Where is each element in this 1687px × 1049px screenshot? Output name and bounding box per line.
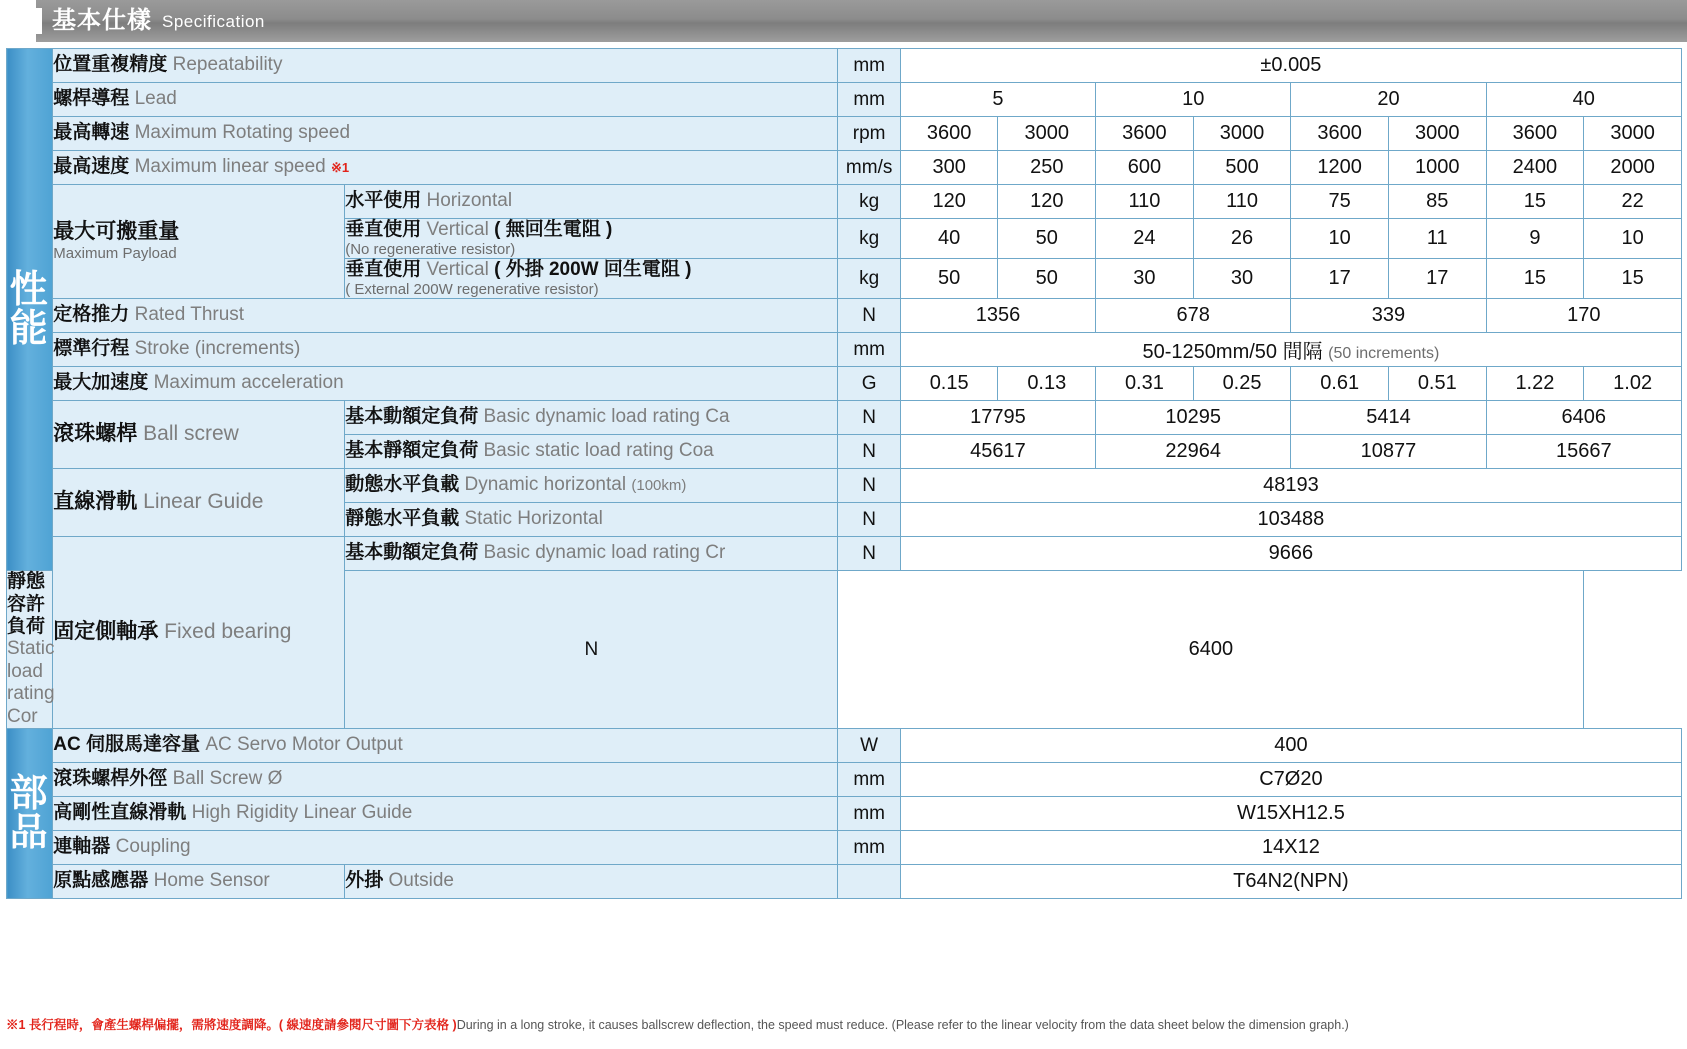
row-label-max-linear-speed: 最高速度 Maximum linear speed ※1 <box>53 151 838 185</box>
value-cell: 6400 <box>838 571 1584 729</box>
unit-max-linear-speed: mm/s <box>838 151 900 185</box>
row-label-payload-vertical-ext-regen: 垂直使用 Vertical ( 外掛 200W 回生電阻 ) ( External 200W regenerative resistor) <box>345 259 838 299</box>
value-cell: 15 <box>1486 185 1584 219</box>
value-cell: 1356 <box>900 299 1095 333</box>
value-cell: 2000 <box>1584 151 1682 185</box>
row-label-linear-guide: 直線滑軌 Linear Guide <box>53 469 345 537</box>
specification-table-wrap <box>6 48 1682 899</box>
unit-ball-screw-dynamic: N <box>838 401 900 435</box>
value-lead-10: 10 <box>1096 83 1291 117</box>
value-cell: 120 <box>998 185 1096 219</box>
value-cell: 3000 <box>1584 117 1682 151</box>
unit-linear-guide-dynamic-horizontal: N <box>838 469 900 503</box>
table-row <box>7 49 1682 83</box>
table-row <box>7 83 1682 117</box>
value-cell: W15XH12.5 <box>900 797 1681 831</box>
table-row <box>7 185 1682 219</box>
value-cell: 24 <box>1096 219 1194 259</box>
unit-coupling: mm <box>838 831 900 865</box>
unit-max-rotating-speed: rpm <box>838 117 900 151</box>
table-row <box>7 151 1682 185</box>
unit-max-acceleration: G <box>838 367 900 401</box>
unit-repeatability: mm <box>838 49 900 83</box>
group-label-parts <box>7 729 53 899</box>
value-stroke-cn: 50-1250mm/50 間隔 <box>1142 341 1323 364</box>
value-cell: 300 <box>900 151 998 185</box>
unit-payload-vertical-ext-regen: kg <box>838 259 900 299</box>
value-cell: 3600 <box>1291 117 1389 151</box>
value-cell: 10 <box>1291 219 1389 259</box>
value-cell: 5414 <box>1291 401 1486 435</box>
table-row <box>7 831 1682 865</box>
value-cell: 17 <box>1388 259 1486 299</box>
row-label-rated-thrust: 定格推力 Rated Thrust <box>53 299 838 333</box>
value-cell: 1000 <box>1388 151 1486 185</box>
value-cell: 170 <box>1486 299 1681 333</box>
value-repeatability: ±0.005 <box>900 49 1681 83</box>
value-stroke <box>900 333 1681 367</box>
value-cell: 11 <box>1388 219 1486 259</box>
unit-fixed-bearing-dynamic: N <box>838 537 900 571</box>
row-label-ball-screw-static: 基本靜額定負荷 Basic static load rating Coa <box>345 435 838 469</box>
header-title-cn: 基本仕樣 <box>52 7 152 34</box>
header-accent-bar <box>36 8 42 34</box>
value-cell: 110 <box>1193 185 1291 219</box>
row-label-ball-screw-diameter: 滾珠螺桿外徑 Ball Screw Ø <box>53 763 838 797</box>
unit-payload-vertical-no-regen: kg <box>838 219 900 259</box>
value-cell: 26 <box>1193 219 1291 259</box>
table-row <box>7 763 1682 797</box>
table-row <box>7 367 1682 401</box>
value-cell: 22 <box>1584 185 1682 219</box>
row-label-payload-vertical-no-regen: 垂直使用 Vertical ( 無回生電阻 ) (No regenerative resistor) <box>345 219 838 259</box>
value-cell: 10295 <box>1096 401 1291 435</box>
row-label-max-payload: 最大可搬重量 Maximum Payload <box>53 185 345 299</box>
row-label-high-rigidity-guide: 高剛性直線滑軌 High Rigidity Linear Guide <box>53 797 838 831</box>
row-label-linear-guide-dynamic-horizontal: 動態水平負載 Dynamic horizontal (100km) <box>345 469 838 503</box>
row-label-home-sensor-outside: 外掛 Outside <box>345 865 838 899</box>
value-cell: 500 <box>1193 151 1291 185</box>
value-cell: 9 <box>1486 219 1584 259</box>
value-lead-40: 40 <box>1486 83 1681 117</box>
table-row <box>7 117 1682 151</box>
header-left-block <box>0 0 36 42</box>
value-cell: 17795 <box>900 401 1095 435</box>
value-cell: 0.61 <box>1291 367 1389 401</box>
table-row <box>7 537 1682 571</box>
row-label-fixed-bearing-dynamic: 基本動額定負荷 Basic dynamic load rating Cr <box>345 537 838 571</box>
row-label-ball-screw: 滾珠螺桿 Ball screw <box>53 401 345 469</box>
value-cell: 1.22 <box>1486 367 1584 401</box>
footnote-cn: ※1 長行程時，會產生螺桿偏擺，需將速度調降。( 線速度請參閱尺寸圖下方表格 ) <box>6 1018 457 1032</box>
row-label-linear-guide-static-horizontal: 靜態水平負載 Static Horizontal <box>345 503 838 537</box>
value-lead-5: 5 <box>900 83 1095 117</box>
value-cell: 14X12 <box>900 831 1681 865</box>
value-cell: 3000 <box>1388 117 1486 151</box>
value-cell: 3000 <box>1193 117 1291 151</box>
unit-high-rigidity-guide: mm <box>838 797 900 831</box>
value-cell: 0.51 <box>1388 367 1486 401</box>
value-cell: 9666 <box>900 537 1681 571</box>
row-label-lead: 螺桿導程 Lead <box>53 83 838 117</box>
value-cell: 50 <box>998 259 1096 299</box>
value-cell: 48193 <box>900 469 1681 503</box>
row-label-ball-screw-dynamic: 基本動額定負荷 Basic dynamic load rating Ca <box>345 401 838 435</box>
group-label-performance-text: 性能 <box>9 268 50 350</box>
value-stroke-en: (50 increments) <box>1328 345 1440 363</box>
value-cell: 0.31 <box>1096 367 1194 401</box>
unit-ball-screw-static: N <box>838 435 900 469</box>
value-cell: 40 <box>900 219 998 259</box>
value-cell: 0.13 <box>998 367 1096 401</box>
table-row <box>7 333 1682 367</box>
value-cell: 120 <box>900 185 998 219</box>
unit-motor-output: W <box>838 729 900 763</box>
value-cell: 15 <box>1584 259 1682 299</box>
value-cell: 1.02 <box>1584 367 1682 401</box>
value-cell: 0.15 <box>900 367 998 401</box>
unit-linear-guide-static-horizontal: N <box>838 503 900 537</box>
value-cell: 3600 <box>900 117 998 151</box>
value-cell: C7Ø20 <box>900 763 1681 797</box>
section-header <box>0 0 1687 42</box>
table-row <box>7 797 1682 831</box>
value-cell: 75 <box>1291 185 1389 219</box>
row-label-max-acceleration: 最大加速度 Maximum acceleration <box>53 367 838 401</box>
value-cell: 3600 <box>1486 117 1584 151</box>
value-cell: 678 <box>1096 299 1291 333</box>
row-label-stroke: 標準行程 Stroke (increments) <box>53 333 838 367</box>
value-lead-20: 20 <box>1291 83 1486 117</box>
table-row <box>7 469 1682 503</box>
unit-home-sensor <box>838 865 900 899</box>
value-cell: 103488 <box>900 503 1681 537</box>
value-cell: 50 <box>998 219 1096 259</box>
unit-stroke: mm <box>838 333 900 367</box>
value-cell: 22964 <box>1096 435 1291 469</box>
value-cell: 250 <box>998 151 1096 185</box>
value-cell: 15 <box>1486 259 1584 299</box>
group-label-performance <box>7 49 53 571</box>
table-row <box>7 401 1682 435</box>
row-label-payload-horizontal: 水平使用 Horizontal <box>345 185 838 219</box>
specification-table <box>6 48 1682 899</box>
row-label-max-rotating-speed: 最高轉速 Maximum Rotating speed <box>53 117 838 151</box>
value-cell: 15667 <box>1486 435 1681 469</box>
value-cell: 400 <box>900 729 1681 763</box>
value-cell: 3600 <box>1096 117 1194 151</box>
row-label-fixed-bearing-static: 靜態容許負荷 Static load rating Cor <box>7 571 55 727</box>
value-cell: 0.25 <box>1193 367 1291 401</box>
unit-lead: mm <box>838 83 900 117</box>
value-cell: 17 <box>1291 259 1389 299</box>
group-label-parts-text: 部品 <box>9 772 50 854</box>
value-cell: 2400 <box>1486 151 1584 185</box>
row-label-repeatability: 位置重複精度 Repeatability <box>53 49 838 83</box>
row-label-fixed-bearing: 固定側軸承 Fixed bearing <box>53 537 345 729</box>
footnote-en: During in a long stroke, it causes ballscrew deflection, the speed must reduce. (Please refer to the linear velocity from the data sheet below the dimension graph.) <box>456 1018 1349 1032</box>
row-label-coupling: 連軸器 Coupling <box>53 831 838 865</box>
value-cell: T64N2(NPN) <box>900 865 1681 899</box>
value-cell: 45617 <box>900 435 1095 469</box>
value-cell: 85 <box>1388 185 1486 219</box>
value-cell: 110 <box>1096 185 1194 219</box>
unit-payload-horizontal: kg <box>838 185 900 219</box>
footnote-marker: ※1 <box>331 160 350 176</box>
value-cell: 339 <box>1291 299 1486 333</box>
value-cell: 3000 <box>998 117 1096 151</box>
value-cell: 10877 <box>1291 435 1486 469</box>
value-cell: 50 <box>900 259 998 299</box>
table-row <box>7 865 1682 899</box>
footnote <box>6 1018 1682 1033</box>
table-row <box>7 729 1682 763</box>
value-cell: 600 <box>1096 151 1194 185</box>
value-cell: 10 <box>1584 219 1682 259</box>
value-cell: 6406 <box>1486 401 1681 435</box>
row-label-home-sensor: 原點感應器 Home Sensor <box>53 865 345 899</box>
table-row <box>7 299 1682 333</box>
unit-fixed-bearing-static: N <box>345 571 838 729</box>
header-title-en: Specification <box>162 11 265 31</box>
unit-rated-thrust: N <box>838 299 900 333</box>
value-cell: 1200 <box>1291 151 1389 185</box>
row-label-motor-output: AC 伺服馬達容量 AC Servo Motor Output <box>53 729 838 763</box>
unit-ball-screw-diameter: mm <box>838 763 900 797</box>
value-cell: 30 <box>1193 259 1291 299</box>
value-cell: 30 <box>1096 259 1194 299</box>
